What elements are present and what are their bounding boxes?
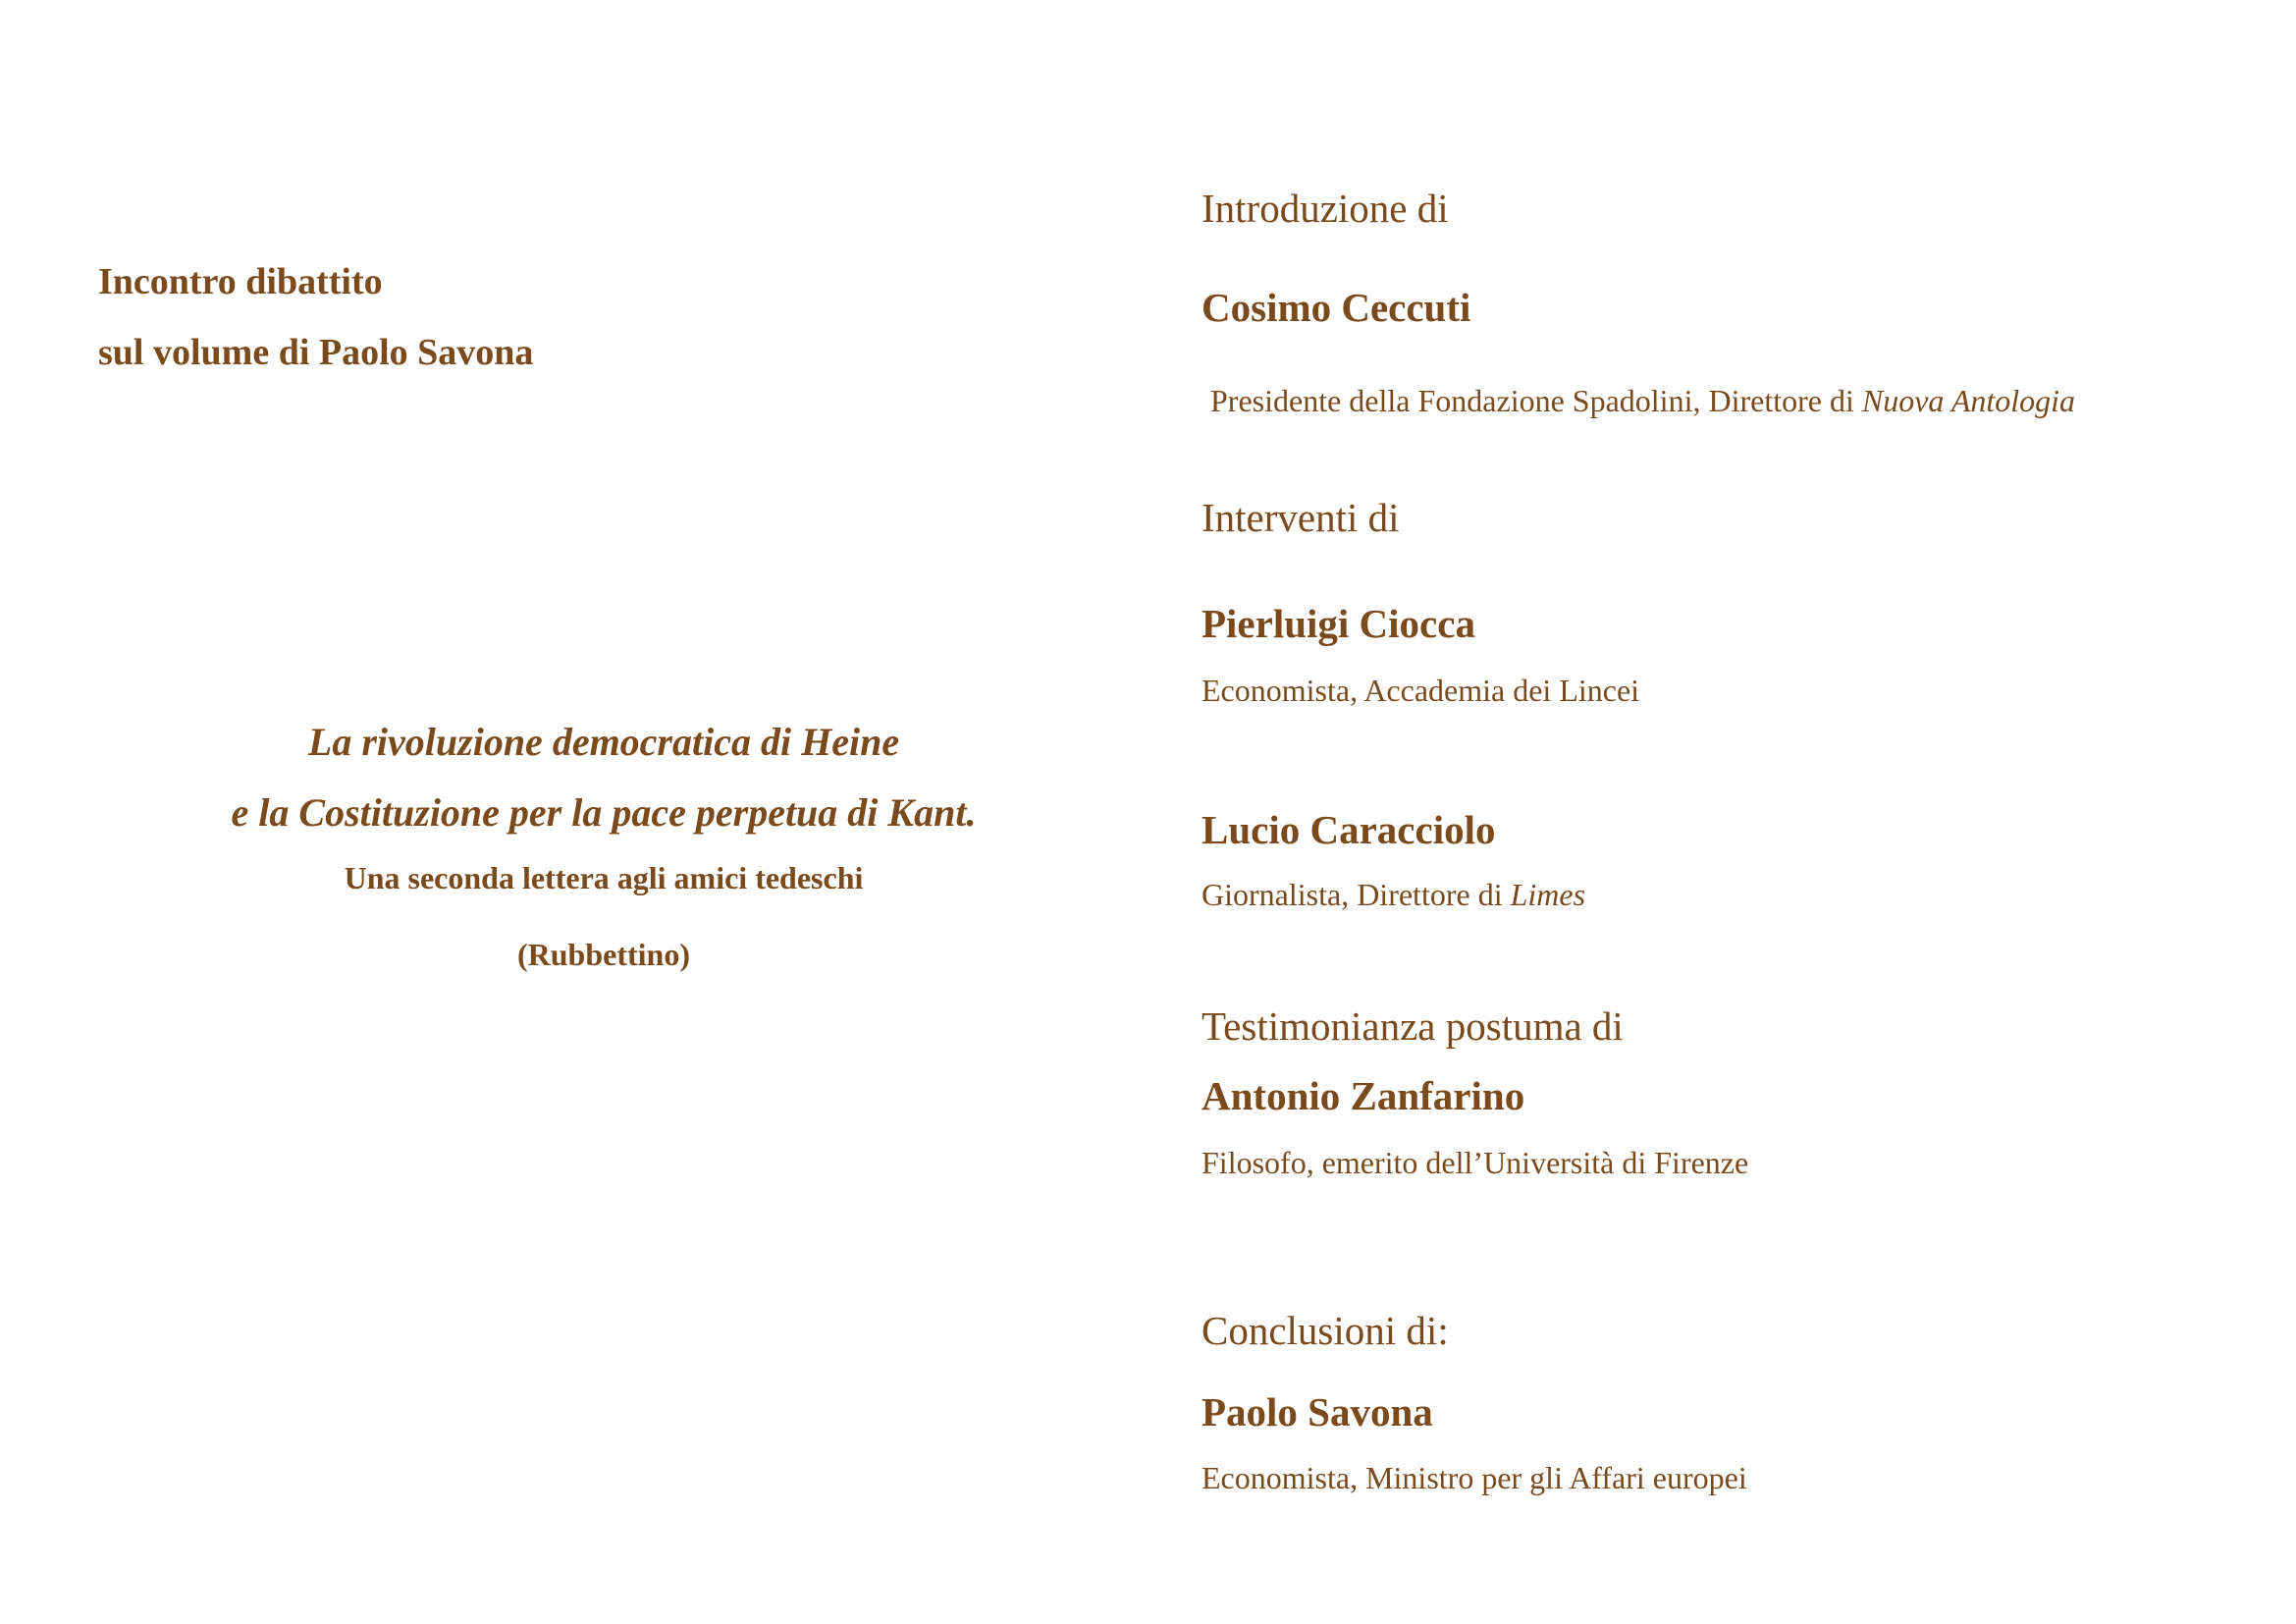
speaker-1-role-text: Economista, Accademia dei Lincei [1201, 673, 1640, 708]
book-publisher: (Rubbettino) [516, 937, 690, 972]
event-type-line: Incontro dibattito [98, 261, 383, 302]
speaker-2-name: Lucio Caracciolo [1201, 807, 1496, 852]
book-subtitle: Una seconda lettera agli amici tedeschi [344, 860, 864, 895]
introduction-heading: Introduzione di [1201, 186, 1449, 231]
speaker-2-role [1201, 879, 1585, 910]
speaker-2-role-text: Giornalista, Direttore di [1201, 877, 1511, 912]
introduction-role-journal: Nuova Antologia [1861, 383, 2076, 418]
introduction-role-text: Presidente della Fondazione Spadolini, Direttore di [1210, 383, 1862, 418]
speaker-2-role-journal: Limes [1510, 877, 1586, 912]
book-title-line-1: La rivoluzione democratica di Heine [307, 720, 900, 764]
speaker-1-role [1201, 675, 1639, 706]
testimony-speaker-role: Filosofo, emerito dell’Università di Firenze [1201, 1145, 1749, 1180]
interventions-heading: Interventi di [1201, 495, 1400, 540]
testimony-speaker-name: Antonio Zanfarino [1201, 1073, 1525, 1118]
testimony-heading: Testimonianza postuma di [1201, 1003, 1624, 1049]
introduction-speaker-name: Cosimo Ceccuti [1201, 285, 1471, 330]
speaker-1-name: Pierluigi Ciocca [1201, 601, 1475, 646]
book-title-line-2: e la Costituzione per la pace perpetua di Kant. [231, 790, 977, 835]
conclusions-heading: Conclusioni di: [1201, 1308, 1449, 1353]
event-subject-line: sul volume di Paolo Savona [98, 332, 534, 373]
conclusions-speaker-role: Economista, Ministro per gli Affari europei [1201, 1460, 1747, 1495]
introduction-speaker-role [1210, 385, 2075, 416]
conclusions-speaker-name: Paolo Savona [1201, 1389, 1433, 1435]
